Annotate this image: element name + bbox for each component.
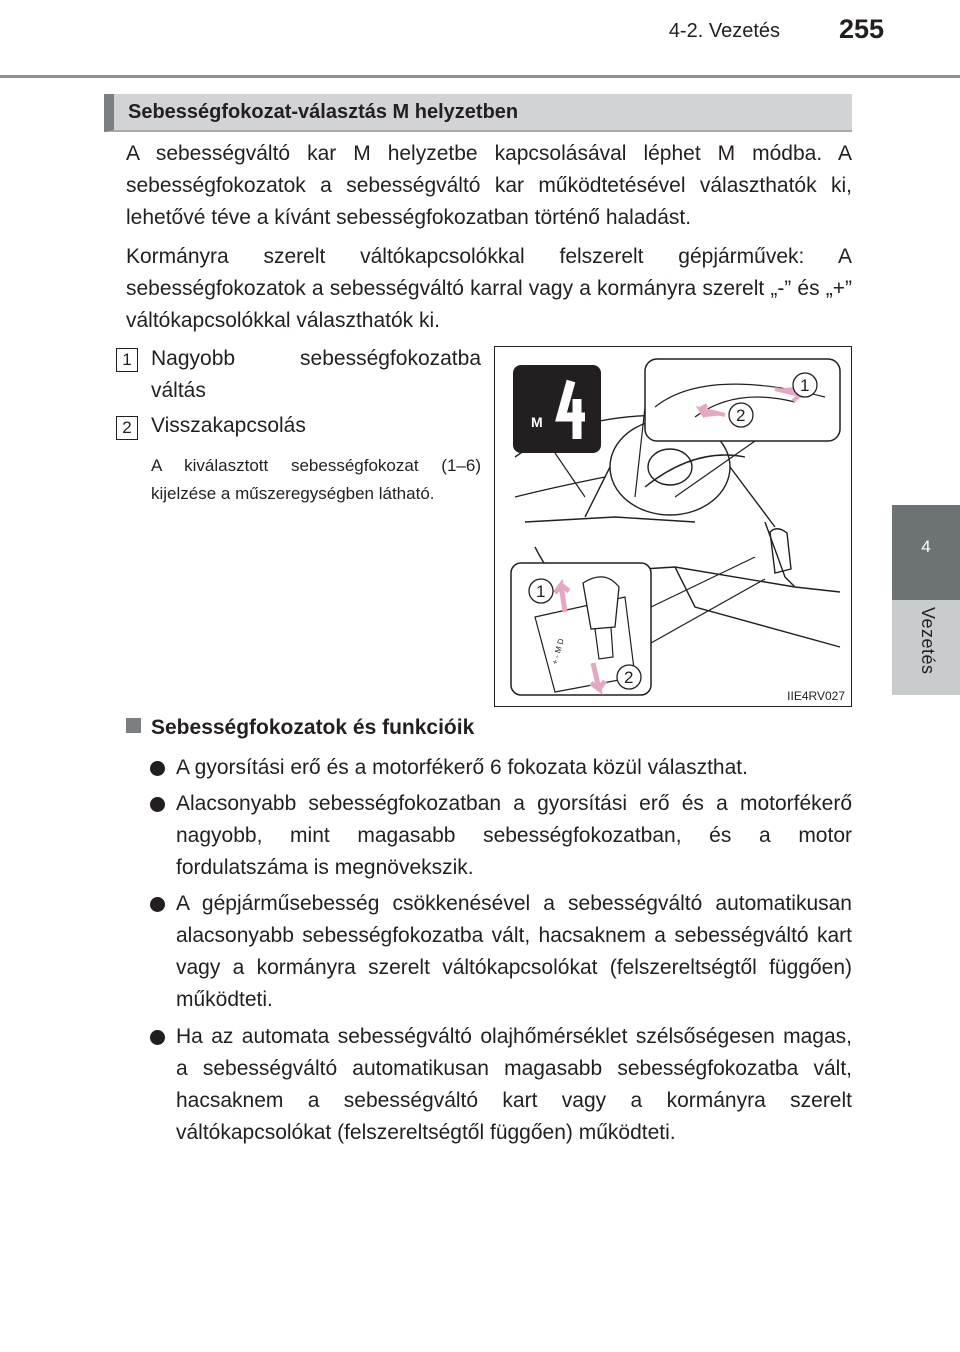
section-title: Sebességfokozat-választás M helyzetben	[128, 101, 519, 123]
bullet-item	[150, 752, 852, 784]
shifter-callout-2: 2	[624, 668, 634, 687]
shifter-callout-1: 1	[536, 582, 546, 601]
shifter-inset	[511, 557, 765, 695]
item-number-2: 2	[116, 416, 138, 440]
shift-gate-labels: + - M D	[550, 637, 566, 666]
bullet-text: A gépjárműsebesség csökkenésével a sebességváltó automatikusan alacsonyabb sebességfokozatba vált, hacsaknem a sebességváltó kart vagy a kormányra szerelt váltókapcsolókat (felszereltségtől függően) működteti.	[176, 892, 852, 1011]
display-mode-letter: M	[531, 414, 543, 430]
bullet-dot-icon	[150, 897, 165, 912]
bullet-item	[150, 788, 852, 884]
bullet-text: Alacsonyabb sebességfokozatban a gyorsítási erő és a motorfékerő nagyobb, mint magasabb sebességfokozatban, és a motor fordulatszáma is megnövekszik.	[176, 792, 852, 879]
bullet-item	[150, 888, 852, 1016]
paddle-shift-paragraph: Kormányra szerelt váltókapcsolókkal felszerelt gépjárművek: A sebességfokozatok a sebességváltó karral vagy a kormányra szerelt „-” és „+” váltókapcsolókkal választhatók ki.	[126, 245, 852, 332]
bullet-text: Ha az automata sebességváltó olajhőmérséklet szélsőségesen magas, a sebességváltó automatikusan magasabb sebességfokozatba vált, hacsaknem a sebességváltó kart vagy a kormányra szerelt váltókapcsolókat (felszereltségtől függően) működteti.	[176, 1025, 852, 1144]
bullet-dot-icon	[150, 797, 165, 812]
item-upshift-label: Nagyobb sebességfokozatba váltás	[151, 347, 481, 402]
header-section-title: 4-2. Vezetés	[668, 20, 780, 42]
chapter-tab-label: Vezetés	[918, 607, 938, 675]
chapter-tab[interactable]	[892, 505, 960, 600]
subsection-heading	[126, 716, 474, 740]
chapter-tab-number: 4	[921, 537, 931, 556]
subsection-title: Sebességfokozatok és funkcióik	[151, 716, 475, 739]
bullet-item	[150, 1021, 852, 1149]
item-number-1: 1	[116, 348, 138, 372]
gear-display-note: A kiválasztott sebességfokozat (1–6) kijelzése a műszeregységben látható.	[151, 456, 481, 503]
bullet-dot-icon	[150, 761, 165, 776]
gear-display-inset	[513, 365, 601, 497]
figure-code: IIE4RV027	[787, 689, 845, 703]
shift-illustration-drawing	[495, 347, 850, 705]
bullet-dot-icon	[150, 1030, 165, 1045]
intro-paragraph: A sebességváltó kar M helyzetbe kapcsolásával léphet M módba. A sebességfokozatok a sebességváltó kar működtetésével választhatók ki, lehetővé téve a kívánt sebességfokozatban történő haladást.	[126, 142, 852, 229]
header-rule	[0, 75, 960, 78]
shift-illustration	[494, 346, 852, 707]
item-downshift-label: Visszakapcsolás	[151, 414, 306, 437]
section-heading-bar	[104, 94, 852, 132]
paddle-callout-2: 2	[736, 406, 746, 425]
bullet-text: A gyorsítási erő és a motorfékerő 6 fokozata közül választhat.	[176, 756, 748, 779]
subsection-square-icon	[126, 718, 141, 733]
paddle-callout-1: 1	[800, 376, 810, 395]
page-number: 255	[838, 14, 884, 44]
